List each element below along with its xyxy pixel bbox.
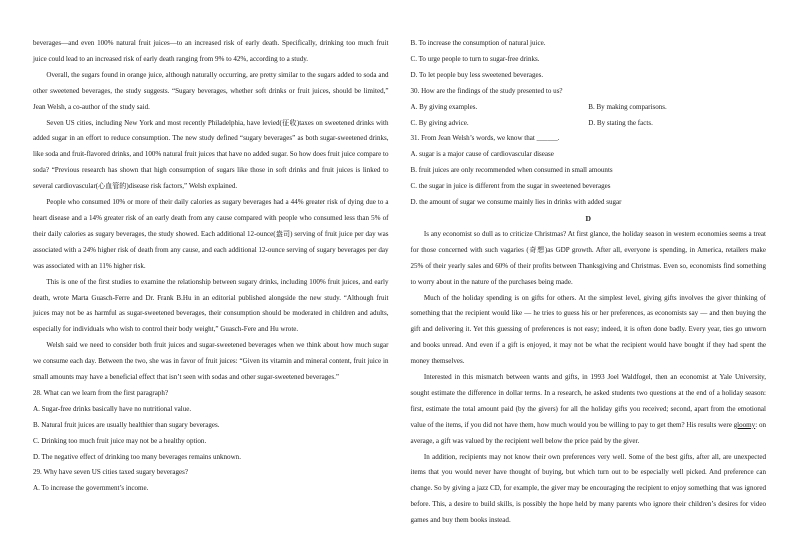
question-31-option-d: D. the amount of sugar we consume mainly lies in drinks with added sugar bbox=[410, 198, 622, 207]
passage-d-paragraph-1: Is any economist so dull as to criticize Christmas? At first glance, the holiday season in western economies seems a treat for those concerned with such vagaries (奇想)as GDP growth. After all, everyone is spending, in America, retailers make 25% of their yearly sales and 60% of their profits between Thanksgiving and Christmas. Even so, economists find something to worry about in the nature of the purchases being made. bbox=[410, 229, 766, 286]
question-29-option-a: A. To increase the government’s income. bbox=[33, 484, 149, 493]
right-column bbox=[411, 36, 767, 560]
question-30: 30. How are the findings of the study presented to us? bbox=[410, 86, 563, 95]
question-29-option-c: C. To urge people to turn to sugar-free drinks. bbox=[410, 54, 540, 63]
passage-d-paragraph-3-start: Interested in this mismatch between wants and gifts, in 1993 Joel Waldfogel, then an economist at Yale University, sought estimate the difference in dollar terms. In a research, he asked students two questions at the end of a holiday season: first, estimate the total amount paid (by the givers) for all the holiday gifts you received; second, apart from the emotional value of the items, if you did not have them, how much would you be willing to pay to get them? His results were bbox=[410, 373, 766, 429]
paragraph-6: Welsh said we need to consider both fruit juices and sugar-sweetened beverages when we think about how much sugar we consume each day. Between the two, she was in favor of fruit juices: “Given its vitamin and mineral content, fruit juice in small amounts may have a beneficial effect that isn’t seen with sodas and other sugar-sweetened beverages.” bbox=[33, 341, 389, 382]
question-31-option-a: A. sugar is a major cause of cardiovascular disease bbox=[410, 150, 554, 159]
question-31: 31. From Jean Welsh’s words, we know that ______. bbox=[410, 134, 560, 143]
question-29-option-b: B. To increase the consumption of natural juice. bbox=[410, 39, 546, 47]
question-31-option-c: C. the sugar in juice is different from the sugar in sweetened beverages bbox=[410, 182, 611, 191]
passage-d-paragraph-2: Much of the holiday spending is on gifts for others. At the simplest level, giving gifts involves the giver thinking of something that the recipient would like — he tries to guess his or her preferences, as economists say — and then buying the gift and delivering it. Yet this guessing of preferences is not easy; indeed, it is often done badly. Every year, ties go unworn and books unread. And even if a gift is enjoyed, it may not be what the recipient would have bought if they had spent the money themselves. bbox=[410, 293, 766, 366]
question-28-option-d: D. The negative effect of drinking too many beverages remains unknown. bbox=[33, 452, 241, 461]
paragraph-2: Overall, the sugars found in orange juice, although naturally occurring, are pretty similar to the sugars added to soda and other sweetened beverages, the study suggests. “Sugary beverages, whether soft drinks or fruit juices, should be limited,” Jean Welsh, a co-author of the study said. bbox=[33, 70, 389, 111]
question-30-options-cd bbox=[411, 116, 767, 132]
underlined-word-gloomy: gloomy bbox=[733, 420, 756, 429]
question-29-option-d: D. To let people buy less sweetened beverages. bbox=[410, 70, 544, 79]
question-30-option-d: D. By stating the facts. bbox=[588, 118, 653, 127]
passage-d-paragraph-4: In addition, recipients may not know their own preferences very well. Some of the best gifts, after all, are unexpected items that you would never have thought of buying, but which turn out to be especially well picked. And preference can change. So by giving a jazz CD, for example, the giver may be encouraging the recipient to enjoy something that was ignored before. This, a desire to build skills, is possibly the hope held by many parents who ignore their children’s desires for video games and buy them books instead. bbox=[410, 452, 766, 525]
left-column bbox=[33, 36, 389, 560]
question-28-option-b: B. Natural fruit juices are usually healthier than sugary beverages. bbox=[33, 420, 220, 429]
question-28-option-c: C. Drinking too much fruit juice may not be a healthy option. bbox=[33, 436, 207, 445]
question-28: 28. What can we learn from the first paragraph? bbox=[33, 388, 169, 397]
section-heading-d: D bbox=[585, 213, 591, 223]
question-30-option-c: C. By giving advice. bbox=[410, 118, 469, 127]
passage-d-paragraph-3-end: : on average, a gift was valued by the recipient well below the price paid by the giver. bbox=[410, 420, 766, 445]
question-30-option-a: A. By giving examples. bbox=[410, 102, 478, 111]
paragraph-4: People who consumed 10% or more of their daily calories as sugary beverages had a 44% greater risk of dying due to a heart disease and a 14% greater risk of an early death from any cause compared with people who consumed less than 5% of their daily calories as sugary beverages, the study showed. Each additional 12-ounce(盎司) serving of fruit juice per day was associated with a 24% higher risk of death from any cause, and each additional 12-ounce serving of sugary beverages per day was associated with an 11% higher risk. bbox=[33, 198, 389, 270]
paragraph-1: beverages—and even 100% natural fruit juices—to an increased risk of early death. Specifically, drinking too much fruit juice could lead to an increased risk of early death ranging from 9% to 42%, according to a study. bbox=[33, 39, 389, 63]
paragraph-3: Seven US cities, including New York and most recently Philadelphia, have levied(征收)taxes on sweetened drinks with added sugar in an effort to reduce consumption. The new study defined “sugary beverages” as both sugar-sweetened drinks, like soda and fruit-flavored drinks, and 100% natural fruit juices that have no added sugar. So how does fruit juice compare to soda? “Previous research has shown that high consumption of sugars like those in soft drinks and fruit juices is linked to several cardiovascular(心血管的)disease risk factors,” Welsh explained. bbox=[33, 118, 389, 191]
question-29: 29. Why have seven US cities taxed sugary beverages? bbox=[33, 468, 189, 477]
paragraph-5: This is one of the first studies to examine the relationship between sugary drinks, including 100% fruit juices, and early death, wrote Marta Guasch-Ferre and Dr. Frank B.Hu in an editorial published alongside the new study. “Although fruit juices may not be as harmful as sugar-sweetened beverages, their consumption should be moderated in children and adults, especially for individuals who wish to control their body weight,” Guasch-Fere and Hu wrote. bbox=[33, 277, 389, 334]
question-31-option-b: B. fruit juices are only recommended when consumed in small amounts bbox=[410, 166, 613, 175]
question-30-options-ab bbox=[411, 100, 767, 116]
question-28-option-a: A. Sugar-free drinks basically have no nutritional value. bbox=[33, 404, 192, 413]
question-30-option-b: B. By making comparisons. bbox=[588, 102, 667, 111]
passage-d-paragraph-3 bbox=[411, 370, 767, 450]
